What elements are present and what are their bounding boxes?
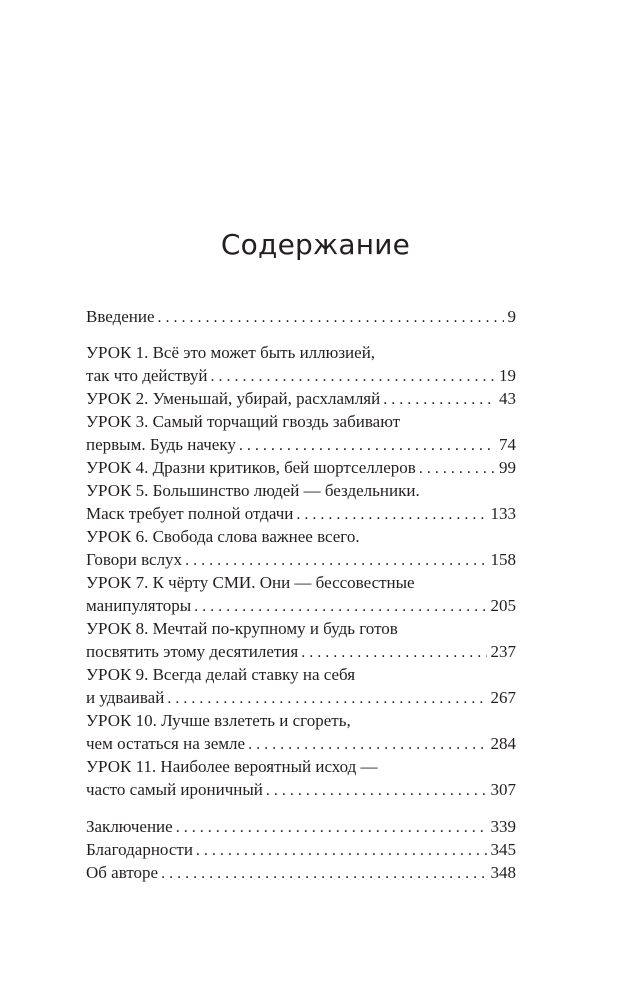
- toc-entry-text: Благодарности: [86, 840, 193, 859]
- toc-entry-text: Об авторе: [86, 863, 159, 882]
- toc-entry-lesson-9: [86, 663, 516, 709]
- toc-entry-line2: чем остаться на земле: [86, 734, 246, 753]
- toc-page-number: 158: [490, 550, 516, 569]
- toc-entry-text: Заключение: [86, 817, 173, 836]
- dot-leader: [211, 365, 495, 388]
- toc-page-number: 307: [490, 780, 516, 799]
- toc-page-number: 133: [490, 504, 516, 523]
- toc-page-number: 99: [499, 458, 516, 477]
- toc-entry-line2: УРОК 2. Уменьшай, убирай, расхламляй: [86, 389, 381, 408]
- toc-page-number: 339: [490, 817, 516, 836]
- dot-leader: [383, 388, 495, 411]
- toc-entry-line1: УРОК 7. К чёрту СМИ. Они — бессовестные: [86, 573, 415, 592]
- toc-entry-line1: УРОК 10. Лучше взлететь и сгореть,: [86, 711, 351, 730]
- toc-page-number: 284: [490, 734, 516, 753]
- toc-entry-lesson-10: [86, 709, 516, 755]
- dot-leader: [158, 306, 504, 329]
- toc-page-number: 348: [490, 863, 516, 882]
- toc-page-number: 237: [490, 642, 516, 661]
- dot-leader: [196, 839, 487, 862]
- dot-leader: [301, 641, 486, 664]
- toc-page-number: 345: [490, 840, 516, 859]
- toc-page-number: 267: [490, 688, 516, 707]
- toc-page-number: 19: [499, 366, 516, 385]
- toc-entry-lesson-8: [86, 617, 516, 663]
- toc-entry-line2: УРОК 4. Дразни критиков, бей шортселлеров: [86, 458, 416, 477]
- toc-entry-lesson-6: [86, 525, 516, 571]
- dot-leader: [419, 457, 495, 480]
- toc-entry-lesson-4: [86, 456, 516, 479]
- toc-entry-line1: УРОК 6. Свобода слова важнее всего.: [86, 527, 360, 546]
- dot-leader: [266, 779, 487, 802]
- toc-page-number: 74: [499, 435, 516, 454]
- toc-entry-line1: УРОК 1. Всё это может быть иллюзией,: [86, 343, 376, 362]
- toc-page-number: 9: [507, 307, 516, 326]
- toc-entry-intro: [86, 305, 516, 328]
- toc-entry-line2: часто самый ироничный: [86, 780, 263, 799]
- toc-entry-text: Введение: [86, 307, 155, 326]
- toc-page-number: 43: [499, 389, 516, 408]
- dot-leader: [239, 434, 495, 457]
- toc-entry-line1: УРОК 11. Наиболее вероятный исход —: [86, 757, 378, 776]
- toc-entry-line2: посвятить этому десятилетия: [86, 642, 299, 661]
- toc-entry-lesson-11: [86, 755, 516, 801]
- toc-entry-line2: первым. Будь начеку: [86, 435, 236, 454]
- toc-entry-lesson-2: [86, 387, 516, 410]
- toc-entry-lesson-5: [86, 479, 516, 525]
- dot-leader: [167, 687, 486, 710]
- dot-leader: [194, 595, 486, 618]
- dot-leader: [185, 549, 486, 572]
- table-of-contents: [86, 305, 516, 884]
- toc-entry-line1: УРОК 3. Самый торчащий гвоздь забивают: [86, 412, 401, 431]
- toc-entry-lesson-7: [86, 571, 516, 617]
- toc-entry-line1: УРОК 5. Большинство людей — бездельники.: [86, 481, 420, 500]
- toc-entry-about-author: [86, 861, 516, 884]
- toc-entry-line2: Маск требует полной отдачи: [86, 504, 294, 523]
- toc-page-number: 205: [490, 596, 516, 615]
- page-title: Содержание: [220, 228, 411, 261]
- dot-leader: [176, 816, 487, 839]
- toc-entry-line2: и удваивай: [86, 688, 165, 707]
- toc-entry-line2: манипуляторы: [86, 596, 192, 615]
- toc-entry-line1: УРОК 9. Всегда делай ставку на себя: [86, 665, 356, 684]
- toc-entry-lesson-1: [86, 341, 516, 387]
- toc-entry-line1: УРОК 8. Мечтай по-крупному и будь готов: [86, 619, 398, 638]
- toc-entry-conclusion: [86, 815, 516, 838]
- toc-entry-line2: так что действуй: [86, 366, 208, 385]
- dot-leader: [248, 733, 486, 756]
- toc-entry-line2: Говори вслух: [86, 550, 183, 569]
- toc-entry-acknowledgements: [86, 838, 516, 861]
- dot-leader: [296, 503, 486, 526]
- dot-leader: [161, 862, 486, 885]
- toc-entry-lesson-3: [86, 410, 516, 456]
